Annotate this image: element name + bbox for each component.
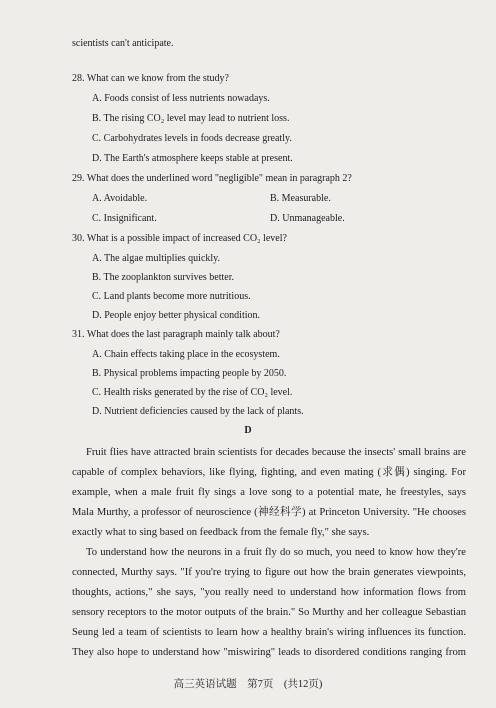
passage-line: connected, Murthy says. "If you're trying to figure out how the brain generates viewpoints, xyxy=(72,567,466,578)
passage-line: Seung led a team of scientists to learn how a healthy brain's wiring influences its function. xyxy=(72,627,466,638)
question-29-option-a: A. Avoidable. xyxy=(92,193,148,204)
question-28-option-d: D. The Earth's atmosphere keeps stable at present. xyxy=(92,153,293,164)
question-29-option-d: D. Unmanageable. xyxy=(270,213,345,224)
passage-line: exactly what to sing based on feedback from the female fly," she says. xyxy=(72,527,370,538)
passage-line: capable of complex behaviors, like flying, fighting, and even mating (求偶) singing. For xyxy=(72,467,466,478)
question-31-option-b: B. Physical problems impacting people by 2050. xyxy=(92,368,287,379)
question-28-option-a: A. Foods consist of less nutrients nowadays. xyxy=(92,93,270,104)
question-31-option-c: C. Health risks generated by the rise of CO₂ level. xyxy=(92,387,293,398)
question-28-option-b: B. The rising CO₂ level may lead to nutrient loss. xyxy=(92,113,290,124)
passage-line: They also hope to understand how "miswiring" leads to disordered conditions ranging from xyxy=(72,647,466,658)
passage-line: To understand how the neurons in a fruit fly do so much, you need to know how they're xyxy=(86,547,466,558)
question-28-stem: 28. What can we know from the study? xyxy=(72,73,229,84)
question-30-option-d: D. People enjoy better physical condition. xyxy=(92,310,261,321)
question-31-stem: 31. What does the last paragraph mainly talk about? xyxy=(72,329,280,340)
passage-line: Fruit flies have attracted brain scientists for decades because the insects' small brains are xyxy=(86,447,466,458)
question-30-option-c: C. Land plants become more nutritious. xyxy=(92,291,251,302)
question-29-option-b: B. Measurable. xyxy=(270,193,331,204)
section-label: D xyxy=(244,425,252,436)
question-29-option-c: C. Insignificant. xyxy=(92,213,157,224)
question-30-option-a: A. The algae multiplies quickly. xyxy=(92,253,221,264)
page-footer: 高三英语试题 第7页 (共12页) xyxy=(173,679,323,690)
question-30-stem: 30. What is a possible impact of increased CO₂ level? xyxy=(72,233,287,244)
passage-line: example, when a male fruit fly sings a love song to a potential mate, he freestyles, says xyxy=(72,487,466,498)
question-31-option-a: A. Chain effects taking place in the ecosystem. xyxy=(92,349,280,360)
passage-line: Mala Murthy, a professor of neuroscience (神经科学) at Princeton University. "He chooses xyxy=(72,507,466,518)
question-29-stem: 29. What does the underlined word "negligible" mean in paragraph 2? xyxy=(72,173,352,184)
question-30-option-b: B. The zooplankton survives better. xyxy=(92,272,235,283)
previous-page-continuation: scientists can't anticipate. xyxy=(72,38,174,49)
passage-line: thoughts, actions," she says, "you really need to understand how information flows from xyxy=(72,587,466,598)
question-31-option-d: D. Nutrient deficiencies caused by the lack of plants. xyxy=(92,406,304,417)
question-28-option-c: C. Carbohydrates levels in foods decrease greatly. xyxy=(92,133,292,144)
passage-line: sensory receptors to the motor outputs of the brain." So Murthy and her colleague Sebastian xyxy=(72,607,466,618)
